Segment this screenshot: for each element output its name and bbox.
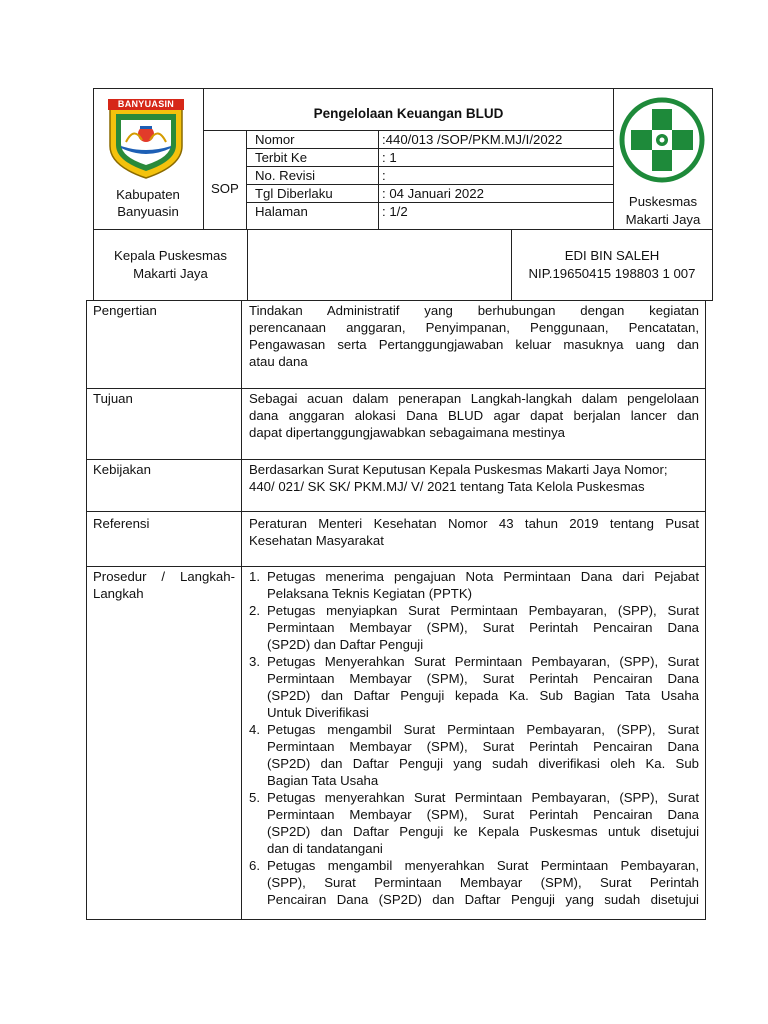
list-item: 2. Petugas menyiapkan Surat Permintaan Pembayaran, (SPP), Surat Permintaan Membayar (SPM), Surat Perintah Pencairan Dana (SP2D) dan Daftar Penguji: [249, 603, 699, 652]
list-item: 6. Petugas mengambil menyerahkan Surat Permintaan Pembayaran, (SPP), Surat Permintaan Membayar (SPM), Surat Perintah Pencairan Dana (SP2D) dan Daftar Penguji yang sudah disetujui: [249, 858, 699, 907]
signer-name: EDI BIN SALEH: [564, 248, 660, 263]
list-item: 1. Petugas menerima pengajuan Nota Permintaan Dana dari Pejabat Pelaksana Teknis Kegiatan (PPTK): [249, 569, 699, 601]
field-halaman-value: : 1/2: [382, 204, 408, 219]
kabupaten-label: Kabupaten Banyuasin: [116, 187, 180, 219]
document-title: Pengelolaan Keuangan BLUD: [313, 106, 504, 121]
field-nomor-value: :440/013 /SOP/PKM.MJ/I/2022: [382, 132, 563, 147]
pengertian-text: Tindakan Administratif yang berhubungan dengan kegiatan perencanaan anggaran, Penyimpanan, Penggunaan, Pencatatan, Pengawasan serta Pertanggungjawaban keluar masuknya uang dan atau dana: [249, 303, 699, 369]
sop-label: SOP: [211, 181, 239, 196]
field-tgl-value: : 04 Januari 2022: [382, 186, 484, 201]
pengertian-label: Pengertian: [93, 303, 157, 318]
field-terbit-value: : 1: [382, 150, 397, 165]
referensi-label: Referensi: [93, 516, 150, 531]
field-terbit-label: Terbit Ke: [255, 150, 308, 165]
prosedur-list: [243, 568, 699, 908]
prosedur-label: Prosedur / Langkah- Langkah: [93, 569, 235, 601]
puskesmas-label: Puskesmas Makarti Jaya: [625, 194, 701, 227]
list-item: 3. Petugas Menyerahkan Surat Permintaan Pembayaran, (SPP), Surat Permintaan Membayar (SPM), Surat Perintah Pencairan Dana (SP2D) dan Daftar Penguji kepada Ka. Sub Bagian Tata Usaha Untuk Diverifikasi: [249, 654, 699, 720]
puskesmas-cross-icon: [619, 97, 705, 183]
referensi-text: Peraturan Menteri Kesehatan Nomor 43 tahun 2019 tentang Pusat Kesehatan Masyarakat: [249, 516, 699, 548]
field-halaman-label: Halaman: [255, 204, 308, 219]
field-revisi-value: :: [382, 168, 386, 183]
tujuan-text: Sebagai acuan dalam penerapan Langkah-langkah dalam pengelolaan dana anggaran alokasi Dana BLUD agar dapat berjalan lancer dan dapat dipertanggungjawabkan sebagaimana mestinya: [249, 391, 699, 440]
field-tgl-label: Tgl Diberlaku: [255, 186, 333, 201]
kebijakan-text: Berdasarkan Surat Keputusan Kepala Puskesmas Makarti Jaya Nomor; 440/ 021/ SK SK/ PKM.MJ/ V/ 2021 tentang Tata Kelola Puskesmas: [249, 462, 668, 494]
tujuan-label: Tujuan: [93, 391, 133, 406]
field-nomor-label: Nomor: [255, 132, 295, 147]
signer-title: Kepala Puskesmas Makarti Jaya: [114, 248, 227, 281]
field-revisi-label: No. Revisi: [255, 168, 316, 183]
logo-banner-text: BANYUASIN: [117, 99, 175, 109]
signer-nip: NIP.19650415 198803 1 007: [528, 266, 696, 281]
signer-block: [512, 247, 712, 283]
kebijakan-label: Kebijakan: [93, 462, 151, 477]
list-item: 5. Petugas menyerahkan Surat Permintaan Pembayaran, (SPP), Surat Permintaan Membayar (SPM), Surat Perintah Pencairan Dana (SP2D) dan Daftar Penguji ke Kepala Puskesmas untuk disetujui dan di tandatangani: [249, 790, 699, 856]
banyuasin-logo: [104, 96, 188, 180]
puskesmas-logo: [619, 97, 705, 183]
list-item: 4. Petugas mengambil Surat Permintaan Pembayaran, (SPP), Surat Permintaan Membayar (SPM), Surat Perintah Pencairan Dana (SP2D) dan Daftar Penguji yang sudah diverifikasi oleh Ka. Sub Bagian Tata Usaha: [249, 722, 699, 788]
